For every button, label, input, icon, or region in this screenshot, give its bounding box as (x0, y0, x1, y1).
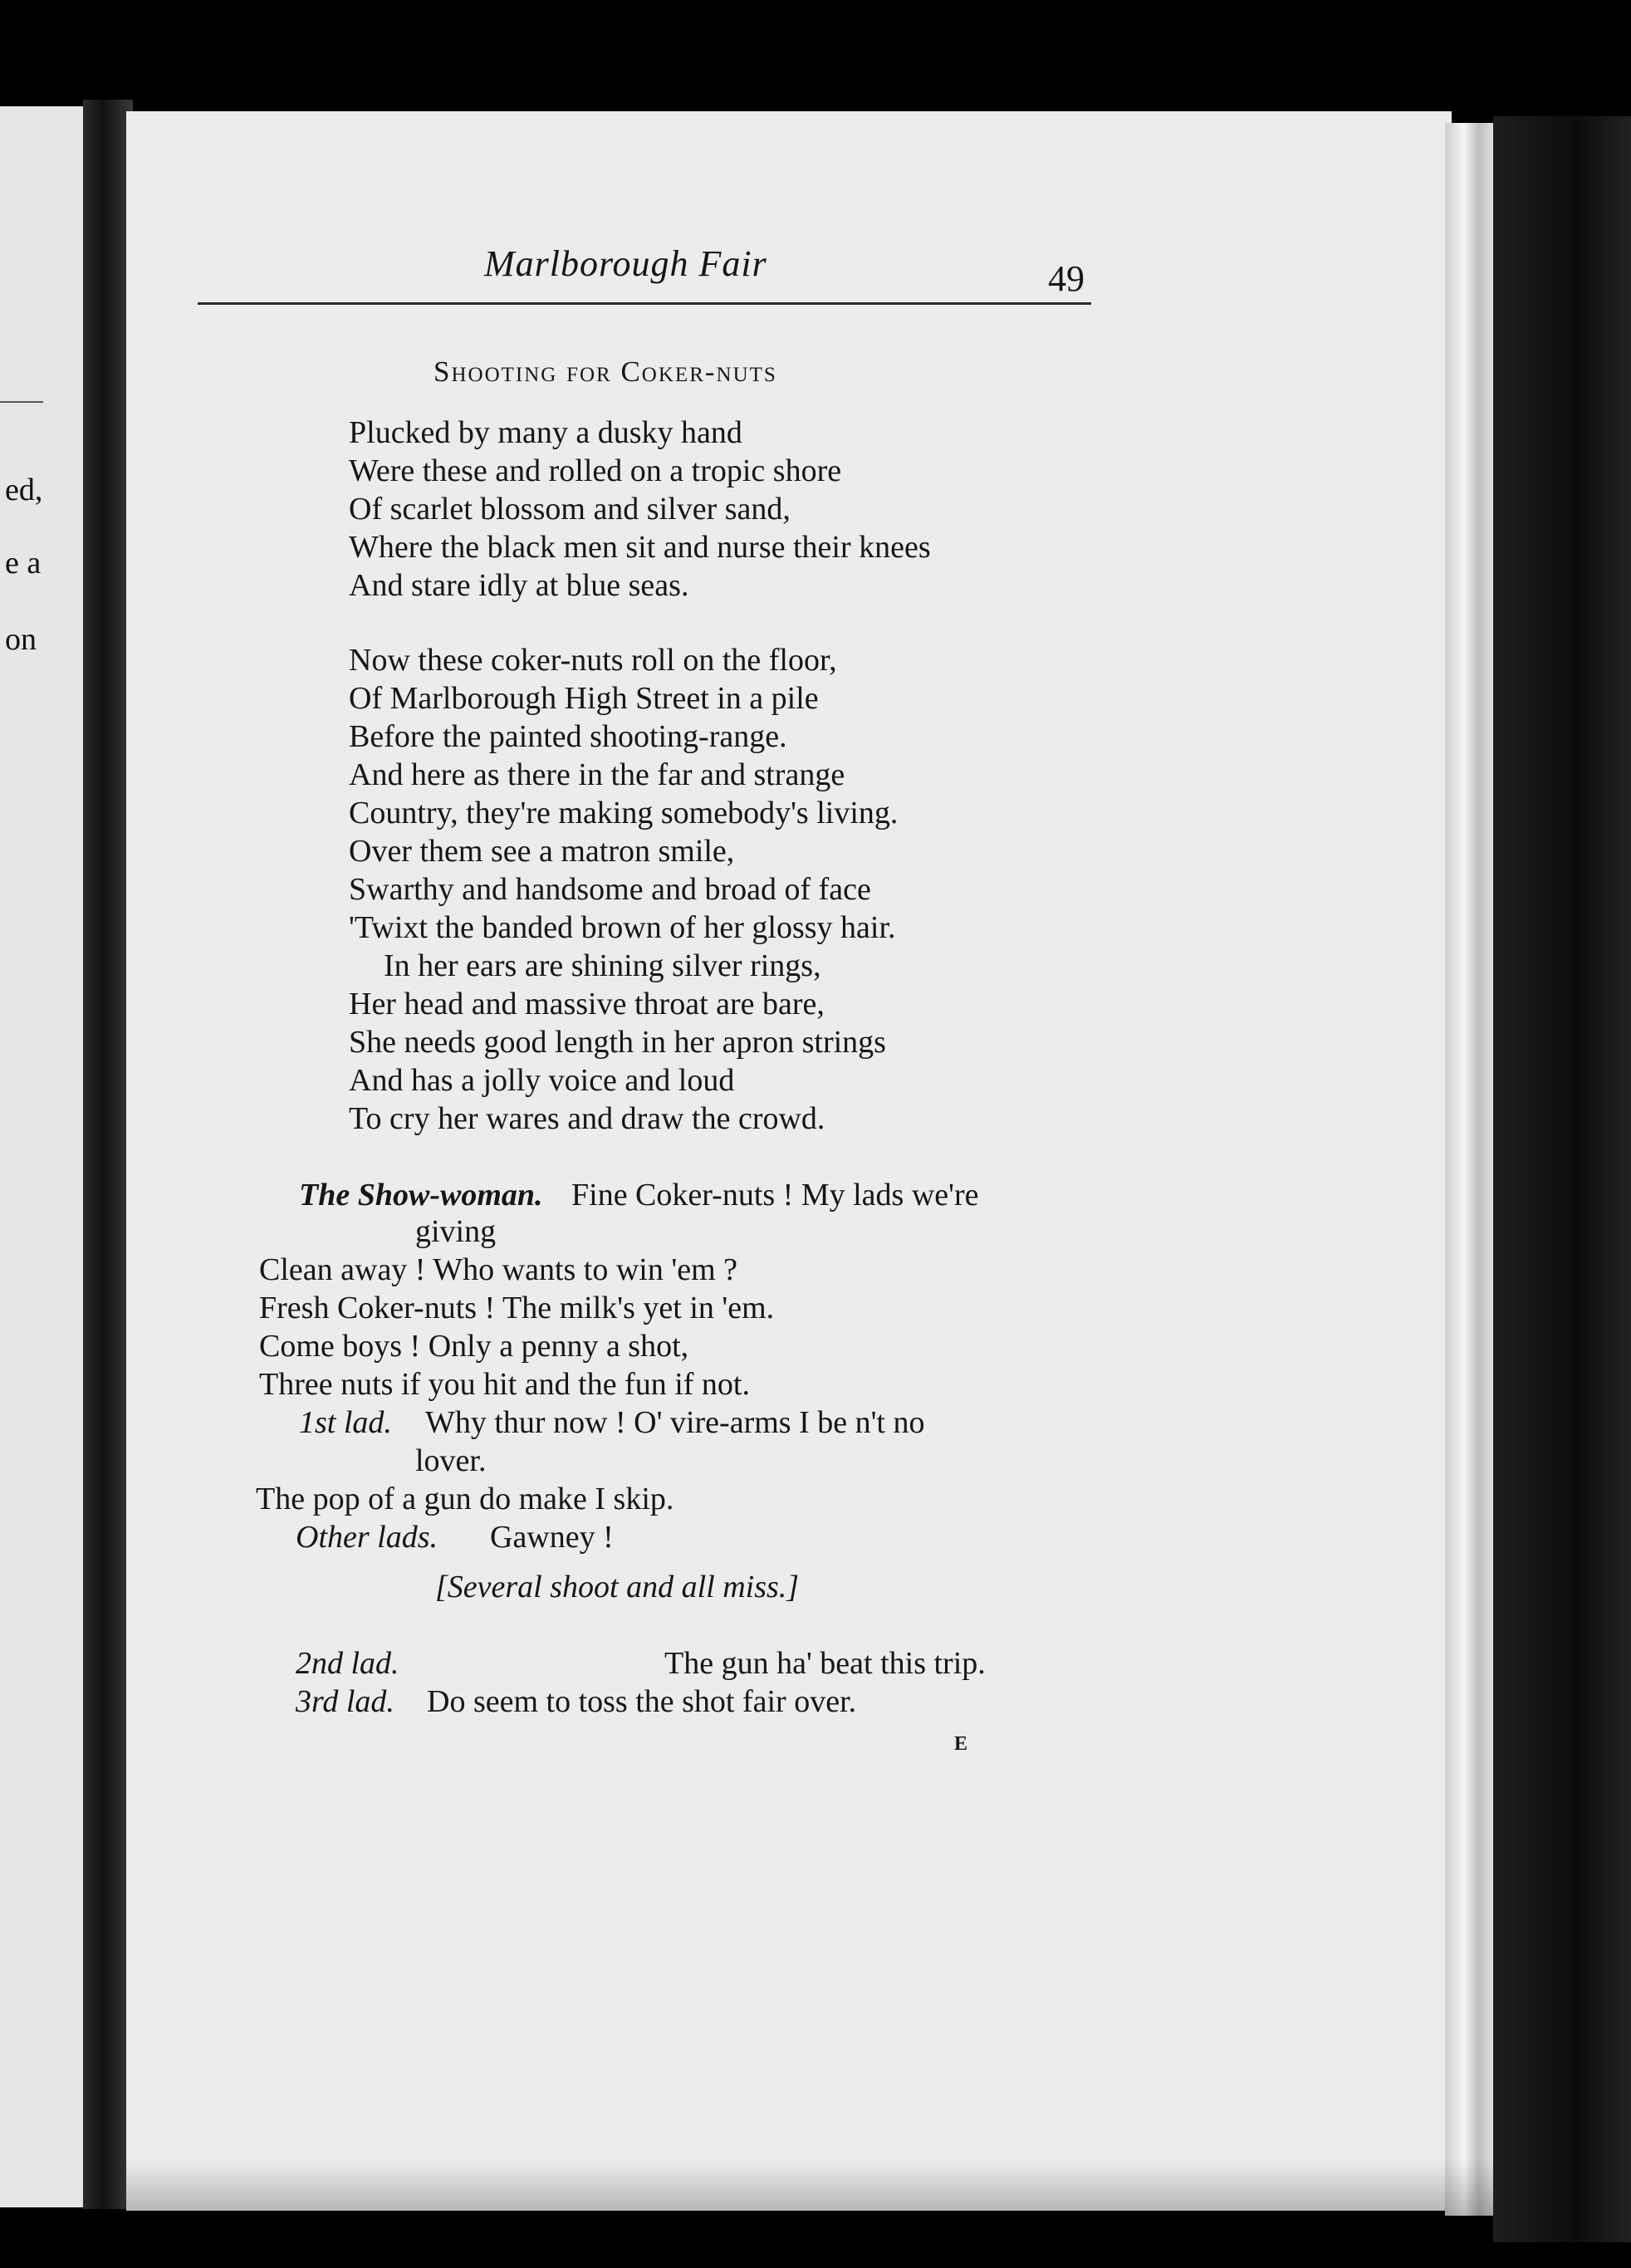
page-edges (1445, 123, 1493, 2216)
dialogue-line: giving (415, 1214, 497, 1249)
facing-page-fragment: ed, (5, 473, 43, 507)
poem-line: Of Marlborough High Street in a pile (349, 681, 819, 716)
book-cover-edge (1493, 116, 1631, 2242)
dialogue-line: Why thur now ! O' vire-arms I be n't no (425, 1405, 925, 1440)
poem-title: Shooting for Coker-nuts (433, 355, 777, 388)
book-gutter (83, 100, 133, 2209)
dialogue-line: Do seem to toss the shot fair over. (427, 1684, 857, 1719)
poem-line: And has a jolly voice and loud (349, 1063, 735, 1098)
dialogue-line: Come boys ! Only a penny a shot, (259, 1329, 689, 1364)
facing-page-rule (0, 401, 43, 403)
dialogue-line: Clean away ! Who wants to win 'em ? (259, 1252, 737, 1287)
poem-line: Were these and rolled on a tropic shore (349, 453, 842, 488)
facing-page-fragment: on (5, 622, 37, 657)
poem-line: In her ears are shining silver rings, (384, 948, 821, 983)
poem-line: Before the painted shooting-range. (349, 719, 787, 754)
speaker-second-lad: 2nd lad. (296, 1646, 399, 1681)
poem-line: Her head and massive throat are bare, (349, 987, 825, 1021)
page-number: 49 (1048, 258, 1085, 299)
speaker-other-lads: Other lads. (296, 1520, 438, 1555)
facing-page-fragment: e a (5, 546, 42, 580)
dialogue-line: The pop of a gun do make I skip. (256, 1482, 674, 1516)
poem-line: And here as there in the far and strange (349, 757, 845, 792)
signature-mark: E (954, 1733, 968, 1755)
dialogue-line: Fresh Coker-nuts ! The milk's yet in 'em. (259, 1291, 775, 1325)
poem-line: Country, they're making somebody's living. (349, 796, 899, 830)
speaker-first-lad: 1st lad. (299, 1405, 392, 1440)
dialogue-line: Three nuts if you hit and the fun if not. (259, 1367, 750, 1402)
stage-direction: [Several shoot and all miss.] (435, 1570, 800, 1604)
poem-line: Over them see a matron smile, (349, 834, 735, 869)
dialogue-line: The gun ha' beat this trip. (664, 1646, 986, 1681)
dialogue-line: lover. (415, 1443, 487, 1478)
dialogue-line: Fine Coker-nuts ! My lads we're (571, 1178, 979, 1212)
poem-line: And stare idly at blue seas. (349, 568, 689, 603)
poem-line: Plucked by many a dusky hand (349, 415, 742, 450)
poem-line: 'Twixt the banded brown of her glossy hair. (349, 910, 896, 945)
dialogue-line: Gawney ! (490, 1520, 614, 1555)
poem-line: She needs good length in her apron strings (349, 1025, 886, 1060)
poem-line: To cry her wares and draw the crowd. (349, 1101, 825, 1136)
poem-line: Where the black men sit and nurse their knees (349, 530, 931, 565)
speaker-third-lad: 3rd lad. (296, 1684, 394, 1719)
page-bottom-shadow (126, 2159, 1493, 2217)
poem-line: Of scarlet blossom and silver sand, (349, 492, 791, 527)
poem-line: Now these coker-nuts roll on the floor, (349, 643, 837, 678)
running-title: Marlborough Fair (484, 243, 767, 284)
header-rule (198, 302, 1091, 305)
speaker-show-woman: The Show-woman. (299, 1178, 543, 1212)
book-page (126, 111, 1452, 2211)
poem-line: Swarthy and handsome and broad of face (349, 872, 871, 907)
